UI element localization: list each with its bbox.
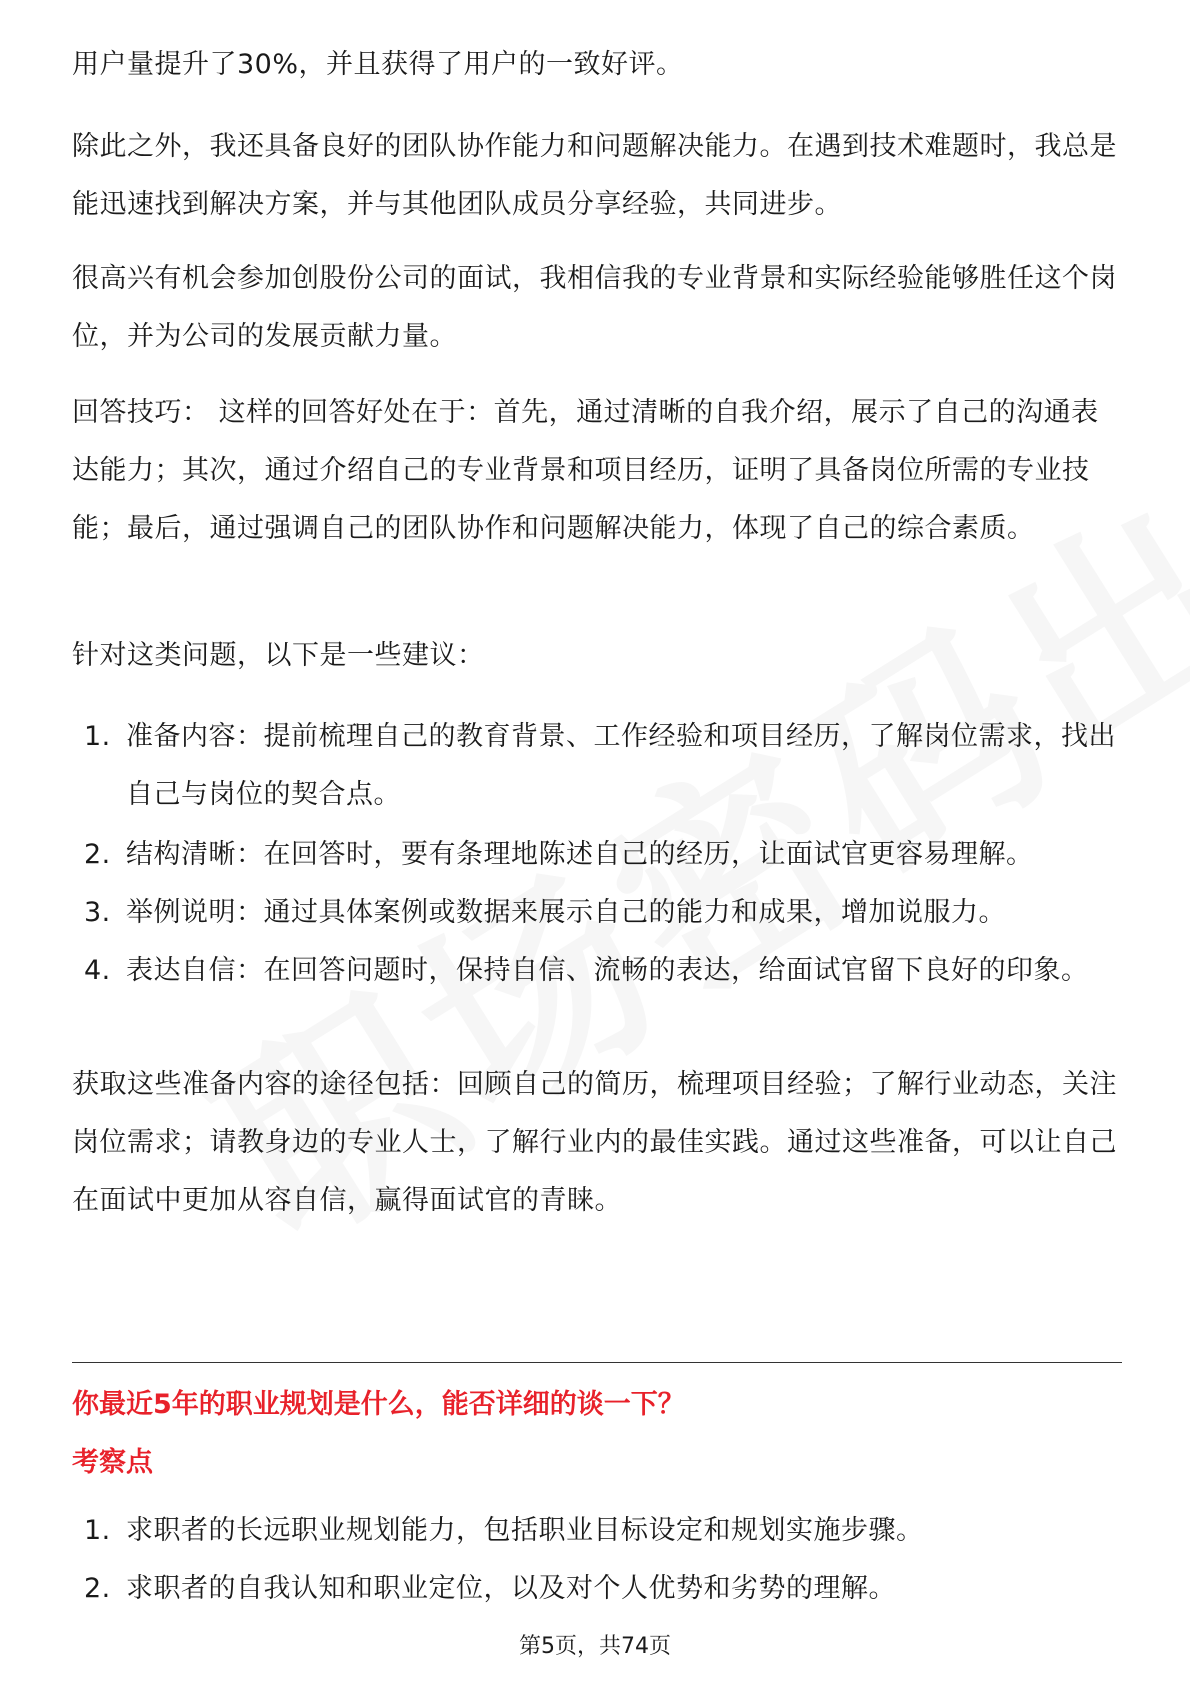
list-number: 1. xyxy=(84,721,111,752)
list-item-text: 举例说明：通过具体案例或数据来展示自己的能力和成果，增加说服力。 xyxy=(126,897,1006,928)
list-item xyxy=(72,826,1122,884)
list-item xyxy=(72,1560,1122,1618)
list-item-text: 求职者的自我认知和职业定位，以及对个人优势和劣势的理解。 xyxy=(126,1573,896,1604)
list-item xyxy=(72,884,1122,942)
list-item-text: 准备内容：提前梳理自己的教育背景、工作经验和项目经历，了解岗位需求，找出自己与岗位的契合点。 xyxy=(126,721,1116,810)
paragraph-preparation-sources: 获取这些准备内容的途径包括：回顾自己的简历，梳理项目经验；了解行业动态，关注岗位需求；请教身边的专业人士，了解行业内的最佳实践。通过这些准备，可以让自己在面试中更加从容自信，赢得面试官的青睐。 xyxy=(72,1069,1117,1216)
paragraph-answer-tips: 回答技巧： 这样的回答好处在于：首先，通过清晰的自我介绍，展示了自己的沟通表达能力；其次，通过介绍自己的专业背景和项目经历，证明了具备岗位所需的专业技能；最后，通过强调自己的团队协作和问题解决能力，体现了自己的综合素质。 xyxy=(72,397,1099,544)
list-item xyxy=(72,708,1122,824)
list-item xyxy=(72,942,1122,1000)
list-number: 3. xyxy=(84,897,111,928)
list-number: 2. xyxy=(84,839,111,870)
list-item xyxy=(72,1502,1122,1560)
paragraph-closing: 很高兴有机会参加创股份公司的面试，我相信我的专业背景和实际经验能够胜任这个岗位，并为公司的发展贡献力量。 xyxy=(72,263,1117,352)
assessment-points-list xyxy=(72,1502,1122,1618)
page-footer: 第5页，共74页 xyxy=(519,1634,671,1659)
paragraph-result: 用户量提升了30%，并且获得了用户的一致好评。 xyxy=(72,49,684,80)
suggestions-list xyxy=(72,708,1122,1000)
list-item-text: 结构清晰：在回答时，要有条理地陈述自己的经历，让面试官更容易理解。 xyxy=(126,839,1034,870)
question-title: 你最近5年的职业规划是什么，能否详细的谈一下？ xyxy=(72,1389,685,1420)
list-number: 2. xyxy=(84,1573,111,1604)
section-divider xyxy=(72,1362,1122,1363)
list-item-text: 求职者的长远职业规划能力，包括职业目标设定和规划实施步骤。 xyxy=(126,1515,924,1546)
list-number: 4. xyxy=(84,955,111,986)
list-item-text: 表达自信：在回答问题时，保持自信、流畅的表达，给面试官留下良好的印象。 xyxy=(126,955,1089,986)
paragraph-suggestions-intro: 针对这类问题，以下是一些建议： xyxy=(72,640,485,671)
list-number: 1. xyxy=(84,1515,111,1546)
section-label-assessment: 考察点 xyxy=(72,1447,153,1478)
paragraph-teamwork: 除此之外，我还具备良好的团队协作能力和问题解决能力。在遇到技术难题时，我总是能迅速找到解决方案，并与其他团队成员分享经验，共同进步。 xyxy=(72,131,1117,220)
